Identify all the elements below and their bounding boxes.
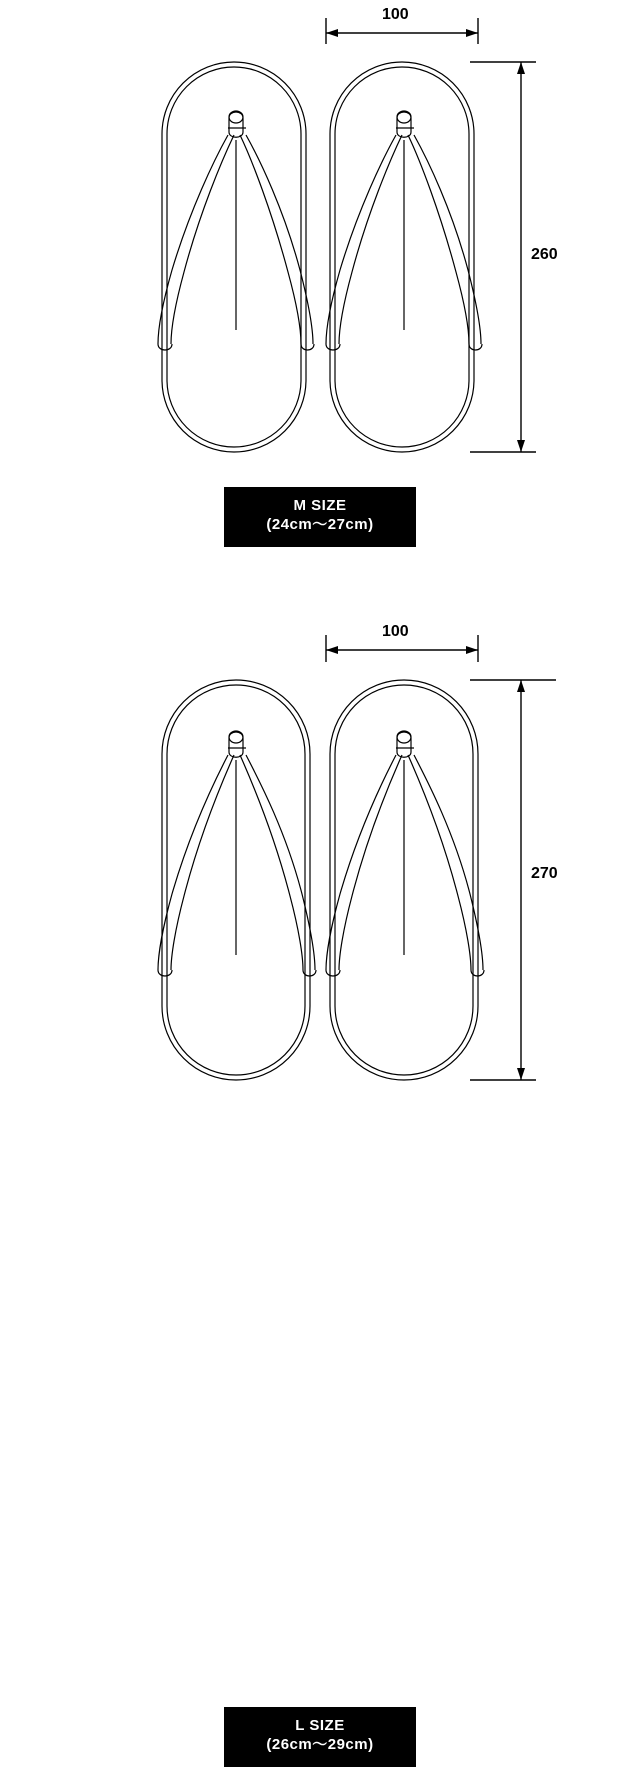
height-dimension-line-m [470,62,536,452]
size-badge-m [224,487,416,547]
size-badge-m-title: M SIZE [293,497,347,514]
sandal-left-straps-m [158,111,314,350]
width-dimension-label-m: 100 [382,6,409,23]
sandal-right-straps-l [326,731,484,976]
size-diagram-m [0,0,640,590]
size-diagram-l [0,600,640,1753]
sandal-pair-drawing-m [0,0,640,480]
height-dimension-label-m: 260 [531,246,558,263]
sandal-pair-drawing-l [0,600,640,1100]
size-badge-m-range: (24cm〜27cm) [266,515,374,533]
size-badge-l-range: (26cm〜29cm) [266,1735,374,1753]
height-dimension-label-l: 270 [531,865,558,882]
sandal-left-straps-l [158,731,316,976]
width-dimension-label-l: 100 [382,623,409,640]
size-badge-l-title: L SIZE [295,1717,345,1734]
sandal-right-straps-m [326,111,482,350]
size-badge-l [224,1707,416,1767]
